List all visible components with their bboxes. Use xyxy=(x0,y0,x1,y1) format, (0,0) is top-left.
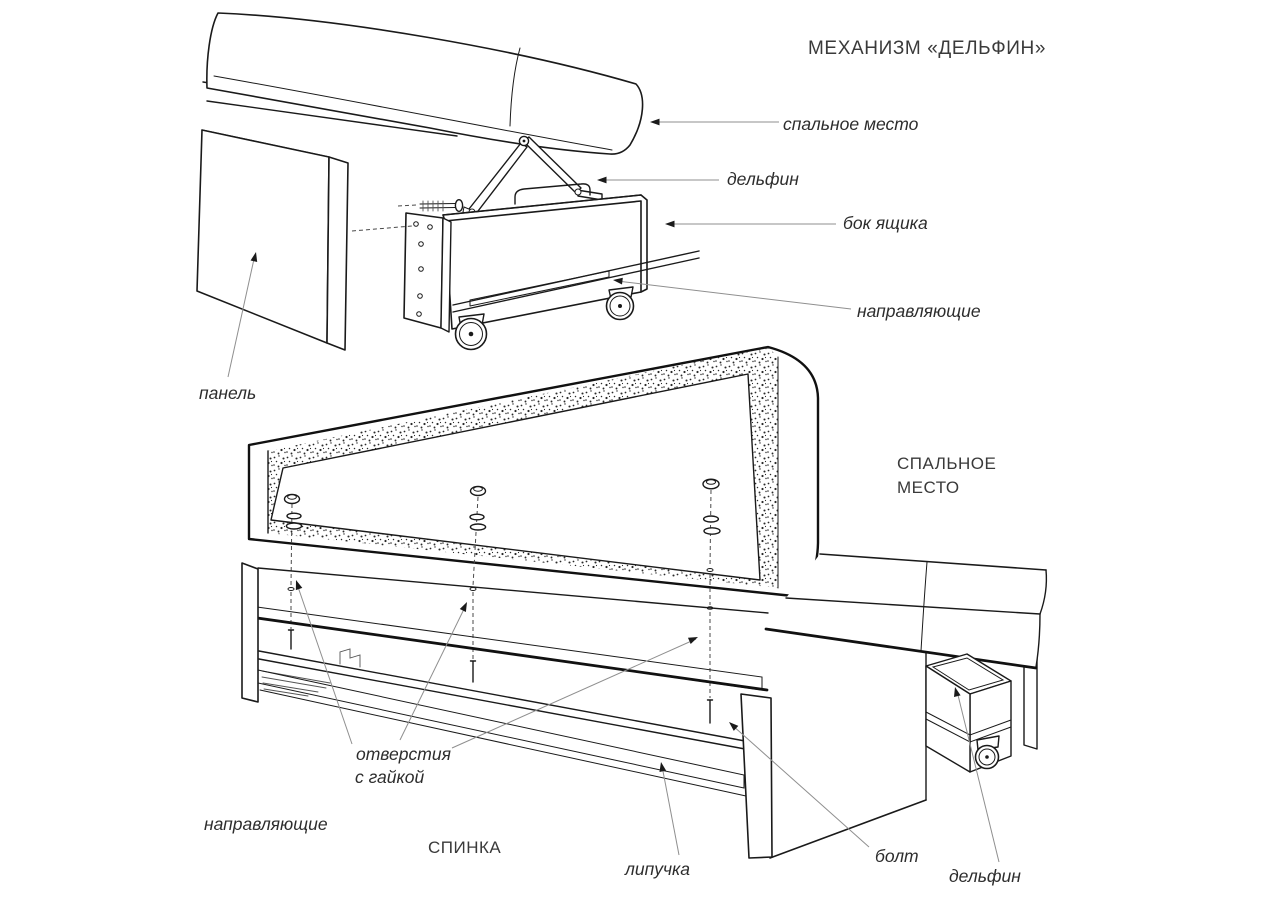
label-dolphin-bottom: дельфин xyxy=(949,866,1021,886)
label-velcro: липучка xyxy=(625,859,691,879)
label-panel: панель xyxy=(199,383,257,403)
caption-back: СПИНКА xyxy=(428,838,502,857)
label-mattress: спальное место xyxy=(783,114,919,134)
label-rails-bottom: направляющие xyxy=(204,814,328,834)
label-bolt: болт xyxy=(875,846,919,866)
label-rails-top: направляющие xyxy=(857,301,981,321)
label-holes-line2: с гайкой xyxy=(355,767,425,787)
caster-wheel-left xyxy=(456,314,487,350)
left-post xyxy=(242,563,258,702)
label-holes-line1: отверстия xyxy=(356,744,451,764)
label-drawer-side: бок ящика xyxy=(843,213,928,233)
caption-sleeping-line2: МЕСТО xyxy=(897,478,960,497)
diagram-title: МЕХАНИЗМ «ДЕЛЬФИН» xyxy=(808,38,1047,59)
label-dolphin-top: дельфин xyxy=(727,169,799,189)
caster-wheel-right xyxy=(607,287,634,320)
caption-sleeping-line1: СПАЛЬНОЕ xyxy=(897,454,997,473)
bracket-plate-drawing xyxy=(404,213,451,332)
